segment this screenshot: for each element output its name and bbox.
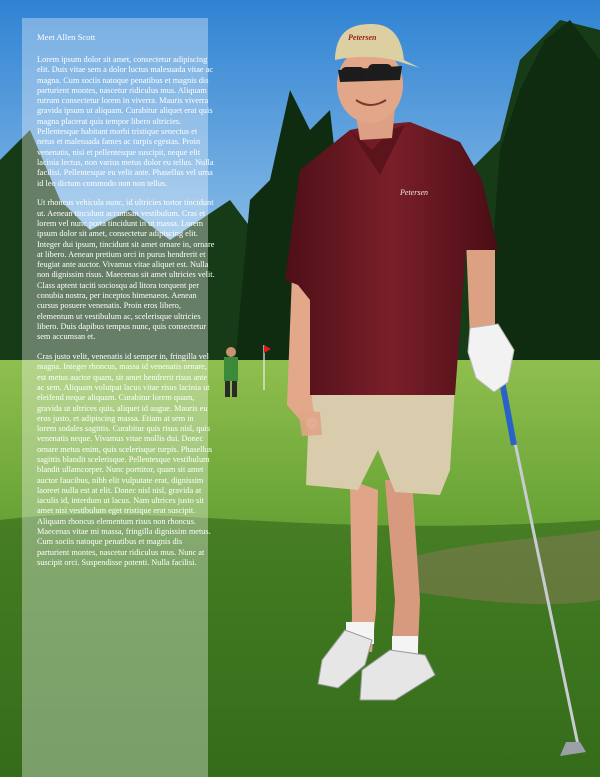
article-title: Meet Allen Scott [37, 32, 96, 42]
cap-logo: Petersen [348, 33, 377, 42]
shirt-logo: Petersen [400, 188, 428, 197]
article-paragraph-3: Cras justo velit, venenatis id semper in, fringilla vel magna. Integer rhoncus, massa id venenatis ornare, est metus auctor quam, sit amet hendrerit risus ante ac sem. Aliquam volutpat lacus vitae risus lacinia ut eleifend neque aliquam. Curabitur lorem quam, gravida ut ultrices quis, aliquet id augue. Mauris eu eros justo, et adipiscing massa. Etiam at sem in lorem sodales sagittis. Curabitur quis risus nisl, quis venenatis neque. Vivamus vitae mollis dui. Donec ornare metus enim, quis scelerisque turpis. Phasellus sagittis blandit scelerisque. Pellentesque vestibulum blandit ullamcorper. Nunc porttitor, quam sit amet auctor faucibus, nibh elit vulputate erat, dignissim laoreet nulla est at elit. Donec nisl nisl, gravida at iaculis id, interdum ut lacus. Nam ultrices justo sit amet nisi vestibulum eget tristique erat suscipit. Aliquam rhoncus elementum risus non rhoncus. Maecenas vitae mi massa, fringilla dignissim metus. Cum sociis natoque penatibus et magnis dis parturient montes, nascetur ridiculus mus. Nunc at suscipit orci. Suspendisse potenti. Nulla facilisi. [37, 352, 213, 567]
article-paragraph-2: Ut rhoncus vehicula nunc, id ultricies tortor tincidunt ut. Aenean tincidunt accumsan vestibulum. Cras et lorem vel nunc porta tincidunt in ut massa. Lorem ipsum dolor sit amet, consectetur adipiscing elit. Integer dui ipsum, tincidunt sit amet ornare in, ornare at libero. Aenean pretium orci in purus hendrerit et feugiat ante auctor. Vivamus vitae aliquet est. Nulla non dignissim risus. Maecenas sit amet ultricies velit. Class aptent taciti sociosqu ad litora torquent per conubia nostra, per inceptos himenaeos. Aenean cursus posuere venenatis. Proin eros libero, elementum ut vestibulum ac, scelerisque ultricies libero. Duis dapibus tempus nunc, quis consectetur sem accumsan et. [37, 198, 215, 342]
article-text-panel [22, 18, 215, 777]
article-paragraph-1: Lorem ipsum dolor sit amet, consectetur adipiscing elit. Duis vitae sem a dolor luctus malesuada vitae ac magna. Cum sociis natoque penatibus et magnis dis parturient montes, nascetur ridiculus mus. Aliquam rutrum consectetur lorem in viverra. Mauris viverra gravida ipsum ut aliquam. Curabitur aliquet erat quis magna placerat quis tempor libero ultricies. Pellentesque habitant morbi tristique senectus et netus et malesuada fames ac turpis egestas. Proin venenatis, nisi et pellentesque suscipit, neque elit lacinia lectus, non varius metus dolor eu tellus. Nulla facilisi. Pellentesque eu velit ante. Phasellus vel urna id leo dictum commodo non non tellus. [37, 55, 214, 188]
